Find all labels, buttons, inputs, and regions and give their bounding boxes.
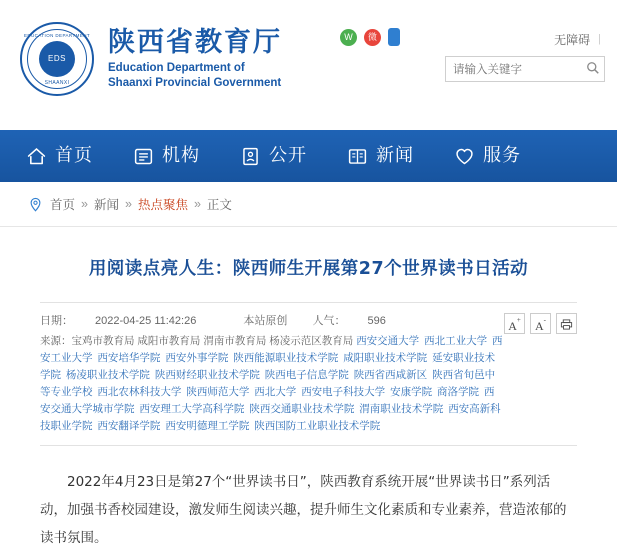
seal-center-text: EDS: [39, 41, 75, 77]
location-pin-icon: [28, 197, 43, 212]
nav-label-home: 首页: [55, 145, 93, 166]
seal-bottom-text: SHAANXI: [44, 80, 70, 86]
source-link[interactable]: 西安外事学院: [165, 352, 229, 364]
source-link[interactable]: 安康学院: [390, 386, 433, 398]
nav-label-service: 服务: [483, 145, 521, 166]
print-icon: [560, 319, 573, 330]
source-link[interactable]: 西安理工大学高科学院: [139, 403, 245, 415]
font-decrease-label: A: [534, 319, 544, 333]
weibo-icon[interactable]: [364, 29, 381, 46]
source-link[interactable]: 西安交通大学城市学院: [40, 386, 495, 415]
source-link[interactable]: 西安明德理工学院: [165, 420, 250, 432]
source-link[interactable]: 陕西能源职业技术学院: [233, 352, 339, 364]
nav-item-open[interactable]: [240, 146, 307, 167]
source-link[interactable]: 陕西师范大学: [186, 386, 250, 398]
open-icon: [240, 146, 261, 167]
source-link[interactable]: 陕西省西咸新区: [353, 369, 428, 381]
site-header: [0, 0, 617, 130]
source-link[interactable]: 西安培华学院: [97, 352, 161, 364]
logo-title-en-line2: Shaanxi Provincial Government: [108, 77, 282, 89]
mobile-icon[interactable]: [388, 28, 400, 46]
logo-title-en-line1: Education Department of: [108, 62, 245, 74]
source-link[interactable]: 西北工业大学: [424, 335, 488, 347]
org-icon: [133, 146, 154, 167]
source-link[interactable]: 西北农林科技大学: [97, 386, 182, 398]
font-increase-button[interactable]: [504, 313, 525, 334]
home-icon: [26, 146, 47, 167]
source-link[interactable]: 陕西交通职业技术学院: [249, 403, 355, 415]
source-link[interactable]: 渭南职业技术学院: [359, 403, 444, 415]
wechat-icon[interactable]: [340, 29, 357, 46]
nav-item-org[interactable]: [133, 146, 200, 167]
social-icons: [340, 28, 407, 46]
nav-label-news: 新闻: [376, 145, 414, 166]
wechat-icon-glyph: W: [344, 31, 353, 42]
font-decrease-sup: -: [543, 316, 546, 324]
breadcrumb-separator-2: »: [124, 197, 132, 211]
source-link[interactable]: 陕西电子信息学院: [264, 369, 349, 381]
font-increase-label: A: [508, 319, 517, 333]
article-date: 日期： 2022-04-25 11:42:26: [40, 315, 197, 327]
breadcrumb-item-current: 正文: [206, 198, 232, 212]
source-link[interactable]: 杨凌职业技术学院: [65, 369, 150, 381]
accessibility-link[interactable]: 无障碍: [554, 32, 591, 47]
main-nav: [0, 130, 617, 182]
breadcrumb-item-home[interactable]: 首页: [50, 198, 76, 212]
source-link[interactable]: 西安电子科技大学: [301, 386, 386, 398]
nav-item-news[interactable]: [347, 146, 414, 167]
font-decrease-button[interactable]: [530, 313, 551, 334]
article-origin: 本站原创: [243, 315, 288, 327]
font-increase-sup: +: [516, 316, 521, 324]
search-icon: [586, 61, 600, 75]
article: [0, 255, 617, 552]
article-title: 用阅读点亮人生：陕西师生开展第27个世界读书日活动: [88, 259, 529, 279]
source-link[interactable]: 咸阳职业技术学院: [343, 352, 428, 364]
source-link[interactable]: 西安高新科技职业学院: [40, 403, 501, 432]
sources-link-list: [40, 335, 503, 432]
breadcrumb: [0, 182, 617, 227]
source-link[interactable]: 陕西省旬邑中等专业学校: [40, 369, 496, 398]
source-link[interactable]: 陕西国防工业职业技术学院: [254, 420, 381, 432]
breadcrumb-item-hotspot[interactable]: 热点聚焦: [137, 198, 188, 212]
article-meta-line: [40, 312, 577, 330]
search-box[interactable]: [445, 56, 605, 82]
sources-label: 来源：: [40, 335, 72, 347]
search-button[interactable]: [580, 59, 602, 79]
site-logo[interactable]: [20, 22, 282, 96]
source-link[interactable]: 陕西财经职业技术学院: [154, 369, 260, 381]
service-icon: [454, 146, 475, 167]
source-link[interactable]: 延安职业技术学院: [40, 352, 496, 381]
sources-plain: 宝鸡市教育局 咸阳市教育局 渭南市教育局 杨凌示范区教育局: [71, 335, 354, 347]
nav-item-service[interactable]: [454, 146, 521, 167]
article-views: 人气： 596: [312, 315, 386, 327]
breadcrumb-item-news[interactable]: 新闻: [93, 198, 119, 212]
logo-text-block: [108, 27, 282, 91]
breadcrumb-separator-3: »: [193, 197, 201, 211]
header-tools: [344, 28, 605, 50]
nav-label-org: 机构: [162, 145, 200, 166]
seal-top-text: EDUCATION DEPARTMENT: [23, 33, 90, 38]
nav-label-open: 公开: [269, 145, 307, 166]
source-link[interactable]: 西安交通大学: [356, 335, 420, 347]
source-link[interactable]: 商洛学院: [437, 386, 480, 398]
news-icon: [347, 146, 368, 167]
source-link[interactable]: 西安工业大学: [40, 335, 503, 364]
article-tools: [499, 313, 577, 334]
article-meta: [40, 302, 577, 446]
department-seal-icon: [20, 22, 94, 96]
header-separator: |: [598, 33, 601, 45]
weibo-icon-glyph: 微: [367, 31, 377, 42]
header-tool-row: [344, 28, 605, 50]
print-button[interactable]: [556, 313, 577, 334]
article-body-paragraph: 2022年4月23日是第27个“世界读书日”，陕西教育系统开展“世界读书日”系列活动，加强书香校园建设，激发师生阅读兴趣，提升师生文化素质和专业素养，营造浓郁的读书氛围。: [40, 474, 567, 546]
breadcrumb-separator-1: »: [81, 197, 88, 211]
source-link[interactable]: 西北大学: [254, 386, 297, 398]
source-link[interactable]: 西安翻译学院: [97, 420, 161, 432]
logo-title-cn: 陕西省教育厅: [108, 27, 282, 58]
search-input[interactable]: [446, 57, 583, 83]
nav-item-home[interactable]: [26, 146, 93, 167]
article-sources: [40, 333, 577, 435]
